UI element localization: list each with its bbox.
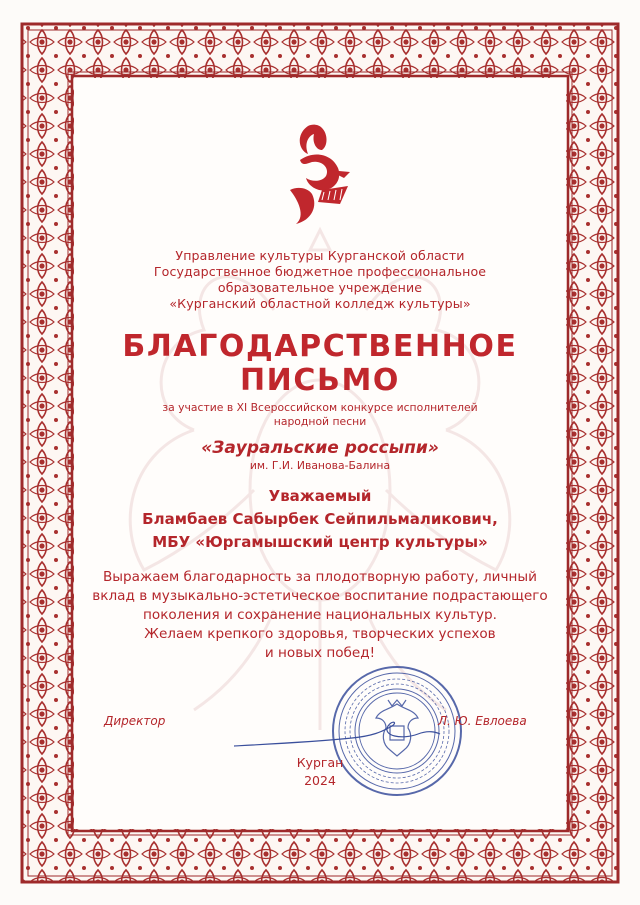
- title-line: БЛАГОДАРСТВЕННОЕ: [122, 329, 518, 364]
- title-line: ПИСЬМО: [239, 363, 401, 398]
- subtitle-line: народной песни: [273, 415, 367, 428]
- signer-name: Л. Ю. Евлоева: [438, 714, 527, 728]
- body-line: вклад в музыкально-эстетическое воспитание подрастающего: [92, 588, 548, 604]
- issue-place-date: [270, 754, 370, 790]
- director-signature: [232, 716, 442, 756]
- document-subtitle: [0, 401, 640, 429]
- organization-header: [0, 248, 640, 312]
- body-line: Желаем крепкого здоровья, творческих успехов: [144, 626, 496, 642]
- contest-named-after: им. Г.И. Иванова-Балина: [249, 459, 391, 472]
- org-line: «Курганский областной колледж культуры»: [169, 296, 471, 311]
- gratitude-text: [0, 568, 640, 663]
- firebird-logo-icon: [278, 120, 354, 230]
- document-title: [0, 330, 640, 398]
- recipient-block: [0, 485, 640, 554]
- org-line: Государственное бюджетное профессиональное: [153, 264, 487, 279]
- body-line: Выражаем благодарность за плодотворную работу, личный: [102, 569, 538, 585]
- signature-role: Директор: [104, 714, 166, 728]
- contest-name: «Зауральские россыпи»: [201, 438, 439, 458]
- issue-city: Курган: [296, 755, 344, 770]
- subtitle-line: за участие в XI Всероссийском конкурсе исполнителей: [162, 401, 478, 414]
- org-line: образовательное учреждение: [217, 280, 423, 295]
- recipient-line: Бламбаев Сабырбек Сейпильмаликович,: [142, 510, 498, 528]
- recipient-line: МБУ «Юргамышский центр культуры»: [152, 533, 488, 551]
- body-line: поколения и сохранение национальных культур.: [142, 607, 497, 623]
- org-line: Управление культуры Курганской области: [175, 248, 465, 263]
- body-line: и новых побед!: [264, 645, 376, 661]
- recipient-line: Уважаемый: [268, 487, 372, 505]
- issue-year: 2024: [304, 773, 336, 788]
